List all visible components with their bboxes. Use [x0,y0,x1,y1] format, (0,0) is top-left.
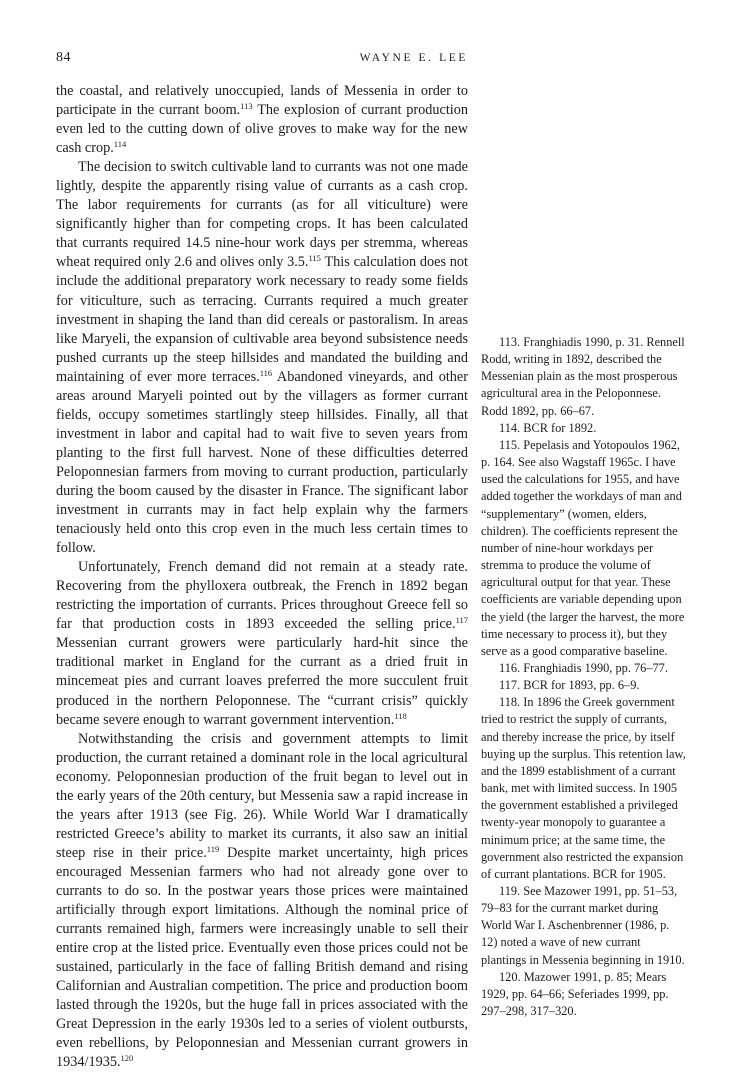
body-text: Despite market uncertainty, high prices encouraged Messenian farmers who had not already gone over to currants to do so. In the postwar years those prices were maintained artificially through export limitations. Although the nominal price of currants remained high, farmers were increasingly unable to sell their entire crop at the listed price. Eventually even those prices could not be sustained, particularly in the face of falling British demand and rising Californian and Australian competition. The price and production boom lasted through the 1920s, but the huge fall in prices associated with the Great Depression in the early 1930s led to a series of violent outbursts, even rebellions, by Peloponnesian and Messenian currant growers in 1934/1935. [56,844,469,1071]
body-text: Messenian currant growers were particularly hard-hit since the traditional market in England for the currant as a dried fruit in mincemeat pies and currant loaves preferred the more succulent fruit produced in the northern Peloponnese. The “currant crisis” quickly became severe enough to warrant government intervention. [56,635,468,728]
footnote-number: 117. [499,678,521,693]
footnote-number: 116. [499,660,521,675]
footnote-marker: 115 [308,253,321,264]
running-head: WAYNE E. LEE [359,52,468,64]
footnote-number: 119. [499,884,521,898]
footnotes-column [481,334,687,1020]
body-paragraph [56,158,468,558]
body-paragraph [56,730,468,1072]
footnote-text: BCR for 1893, pp. 6–9. [520,678,640,693]
footnote [481,334,687,420]
body-paragraph [56,82,468,158]
footnote-marker: 118 [394,710,407,721]
footnote-number: 115. [499,437,521,452]
main-text-column [56,82,468,1072]
footnote-marker: 119 [206,843,220,854]
footnote-text: Franghiadis 1990, p. 31. Rennell Rodd, writing in 1892, described the Messenian plain as the most prosperous agricultural area in the Peloponnese. Rodd 1892, pp. 66–67. [481,335,685,418]
footnote-marker: 116 [259,367,273,378]
page-number: 84 [56,50,71,65]
footnote-number: 118. [499,695,521,710]
footnote-text: Mazower 1991, p. 85; Mears 1929, pp. 64–66; Seferiades 1999, pp. 297–298, 317–320. [481,969,669,1019]
footnote [481,660,687,677]
footnote-marker: 120 [120,1053,134,1064]
page-header [56,50,468,66]
body-text: The decision to switch cultivable land to currants was not one made lightly, despite the apparently rising value of currants as a cash crop. The labor requirements for currants (as for all viticulture) were significantly higher than for competing crops. It has been calculated that currants required 14.5 nine-hour work days per stremma, whereas wheat required only 2.6 and olives only 3.5. [56,159,468,271]
footnote [481,883,687,969]
body-text: The explosion of currant production even led to the cutting down of olive groves to make way for the new cash crop. [56,102,468,157]
body-text: Unfortunately, French demand did not remain at a steady rate. Recovering from the phylloxera outbreak, the French in 1892 began restricting the importation of currants. Prices throughout Greece fell so far that production costs in 1893 exceeded the selling price. [56,559,468,633]
body-text: Abandoned vineyards, and other areas around Maryeli pointed out by the villagers as former currant fields, occupy sometimes startlingly steep hillsides. Finally, all that investment in labor and capital had to wait five to seven years from planting to the first full harvest. None of these difficulties deterred Peloponnesian farmers from moving to currant production, particularly during the boom caused by the disaster in France. The significant labor investment in currants may in fact help explain why the farmers tenaciously held onto this crop even in the much less certain times to follow. [56,368,468,557]
footnote-text: See Mazower 1991, pp. 51–53, 79–83 for the currant market during World War I. Aschenbrenner (1986, p. 12) noted a wave of new currant plantings in Messenia beginning in 1910. [481,884,685,967]
footnote-marker: 117 [455,615,468,626]
footnote [481,677,687,694]
footnote-marker: 114 [113,139,127,150]
footnote-text: BCR for 1892. [520,420,597,435]
footnote [481,420,687,437]
footnote [481,694,687,883]
footnote-text: Pepelasis and Yotopoulos 1962, p. 164. See also Wagstaff 1965c. I have used the calculations for 1955, and have added together the workdays of man and “supplementary” (women, elders, children). The coefficients represent the number of nine-hour workdays per stremma to produce the volume of agricultural output for that year. These coefficients are variable depending upon the yield (the larger the harvest, the more time necessary to process it), but they serve as a good comparative baseline. [481,437,685,658]
body-text: This calculation does not include the additional preparatory work necessary to ready some fields for viticulture, such as terracing. Currants required a much greater investment in shaping the land than did cereals or pastoralism. In areas like Maryeli, the expansion of cultivable area beyond subsistence needs pushed currants up the steep hillsides and mandated the building and maintaining of ever more terraces. [56,254,469,385]
footnote [481,969,687,1020]
body-text: the coastal, and relatively unoccupied, lands of Messenia in order to participate in the currant boom. [56,83,468,119]
body-paragraph [56,558,468,729]
footnote-number: 113. [499,335,521,349]
footnote-number: 114. [499,420,521,435]
footnote-text: In 1896 the Greek government tried to restrict the supply of currants, and thereby increase the price, by itself buying up the surplus. This retention law, and the 1899 establishment of a currant bank, met with limited success. In 1905 the government established a privileged twenty-year monopoly to guarantee a minimum price; at the same time, the government also restricted the expansion of currant plantations. BCR for 1905. [481,695,686,881]
footnote-marker: 113 [240,101,253,112]
footnote [481,437,687,660]
footnote-text: Franghiadis 1990, pp. 76–77. [520,660,668,675]
body-text: Notwithstanding the crisis and government attempts to limit production, the currant retained a dominant role in the local agricultural economy. Peloponnesian production of the fruit began to level out in the early years of the 20th century, but Messenia saw a rapid increase in the years after 1913 (see Fig. 26). While World War I dramatically restricted Greece’s ability to market its currants, it also saw an initial steep rise in their price. [56,730,468,861]
footnote-number: 120. [499,969,521,984]
